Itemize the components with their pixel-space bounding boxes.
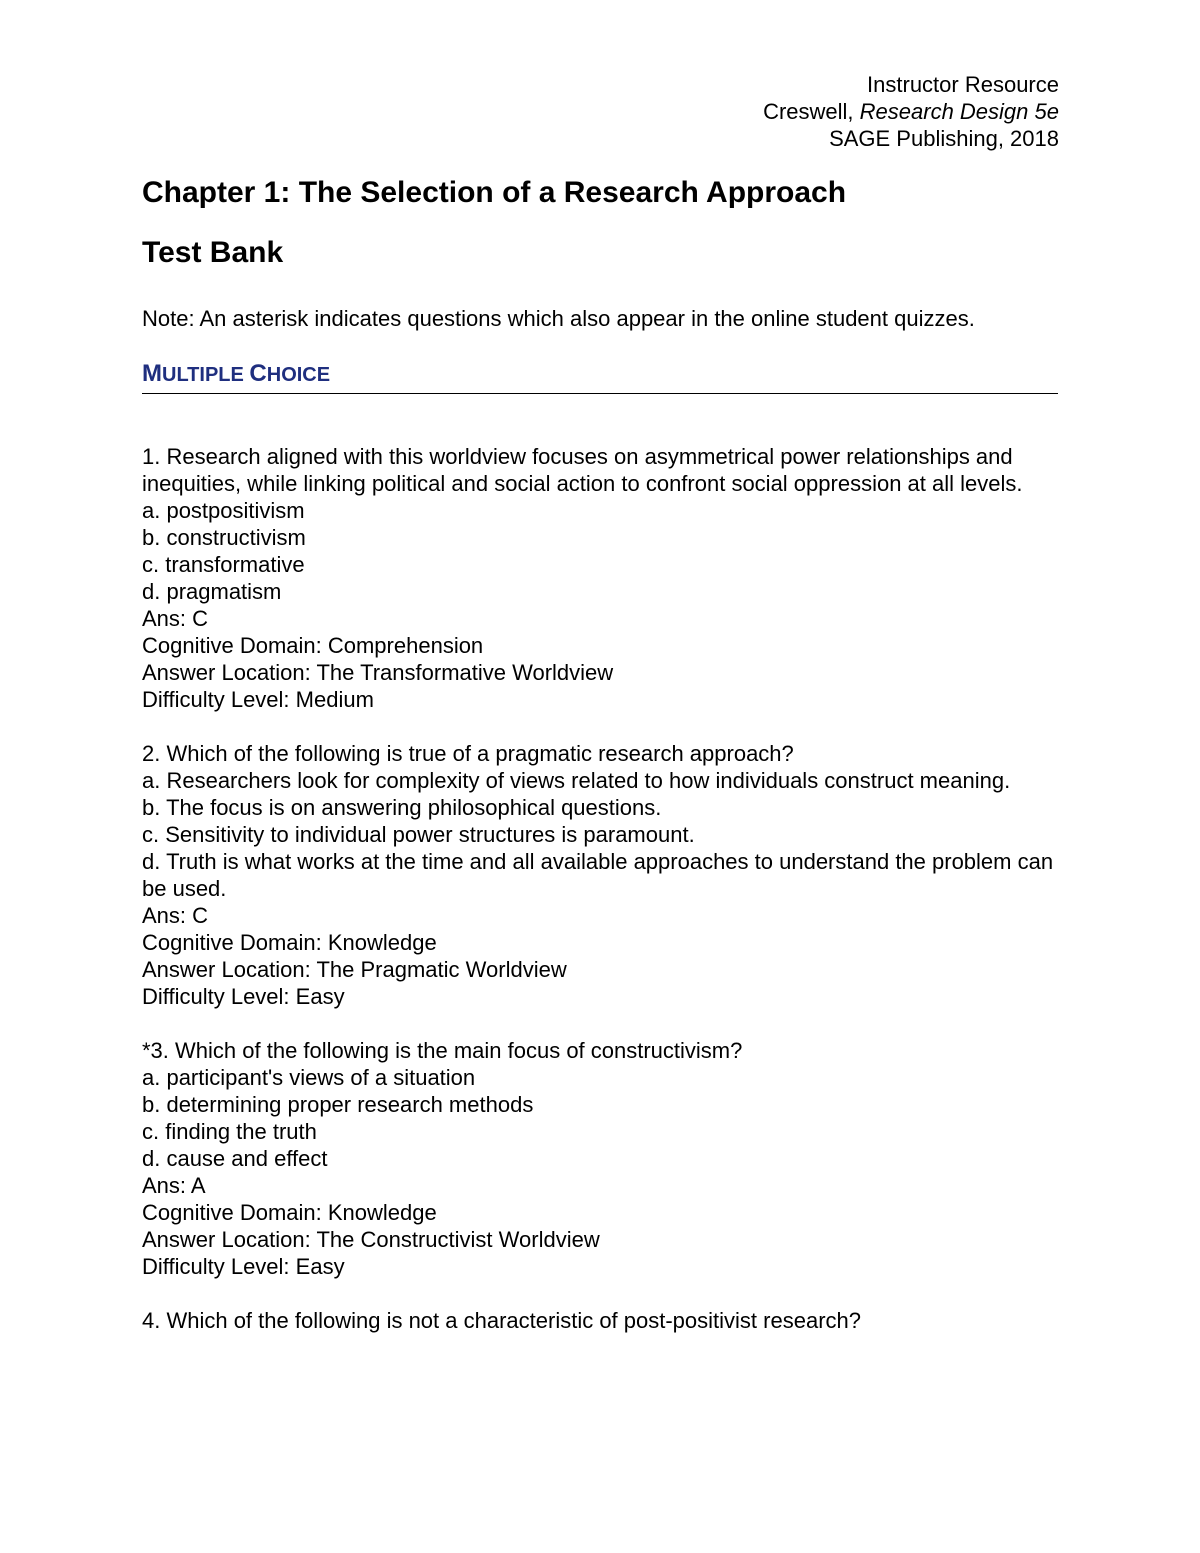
question-stem: *3. Which of the following is the main focus of constructivism? [142, 1038, 743, 1063]
difficulty-level: Difficulty Level: Easy [142, 984, 345, 1009]
section-heading-multiple-choice: MULTIPLE CHOICE [142, 360, 1058, 394]
test-bank-title: Test Bank [142, 236, 284, 269]
cognitive-domain: Cognitive Domain: Comprehension [142, 633, 484, 658]
question-3 [142, 1037, 1058, 1280]
option-c: c. Sensitivity to individual power structures is paramount. [142, 822, 695, 847]
header-book-title: Research Design 5e [859, 99, 1059, 124]
header-book-citation [763, 98, 1059, 125]
header-resource-type: Instructor Resource [867, 72, 1059, 97]
answer-location: Answer Location: The Constructivist Worldview [142, 1227, 600, 1252]
option-b: b. The focus is on answering philosophical questions. [142, 795, 662, 820]
cognitive-domain: Cognitive Domain: Knowledge [142, 930, 437, 955]
document-header [763, 71, 1059, 152]
question-stem: 2. Which of the following is true of a pragmatic research approach? [142, 741, 794, 766]
option-a: a. postpositivism [142, 498, 305, 523]
answer-location: Answer Location: The Transformative Worldview [142, 660, 614, 685]
question-list [142, 443, 1058, 1361]
option-b: b. constructivism [142, 525, 306, 550]
question-1 [142, 443, 1058, 713]
difficulty-level: Difficulty Level: Medium [142, 687, 374, 712]
cognitive-domain: Cognitive Domain: Knowledge [142, 1200, 437, 1225]
answer: Ans: A [142, 1173, 206, 1198]
header-publisher: SAGE Publishing, 2018 [829, 126, 1059, 151]
question-stem: 4. Which of the following is not a characteristic of post-positivist research? [142, 1308, 861, 1333]
answer-location: Answer Location: The Pragmatic Worldview [142, 957, 567, 982]
option-b: b. determining proper research methods [142, 1092, 534, 1117]
answer: Ans: C [142, 903, 209, 928]
option-c: c. finding the truth [142, 1119, 317, 1144]
option-a: a. Researchers look for complexity of views related to how individuals construct meaning. [142, 768, 1011, 793]
chapter-title: Chapter 1: The Selection of a Research Approach [142, 176, 847, 209]
option-d: d. pragmatism [142, 579, 282, 604]
option-d: d. Truth is what works at the time and all available approaches to understand the problem can be used. [142, 849, 1054, 901]
difficulty-level: Difficulty Level: Easy [142, 1254, 345, 1279]
option-a: a. participant's views of a situation [142, 1065, 476, 1090]
question-stem: 1. Research aligned with this worldview focuses on asymmetrical power relationships and inequities, while linking political and social action to confront social oppression at all levels. [142, 444, 1023, 496]
option-c: c. transformative [142, 552, 305, 577]
answer: Ans: C [142, 606, 209, 631]
option-d: d. cause and effect [142, 1146, 328, 1171]
header-author: Creswell, [763, 99, 860, 124]
asterisk-note: Note: An asterisk indicates questions which also appear in the online student quizzes. [142, 306, 975, 331]
question-4 [142, 1307, 1058, 1334]
question-2 [142, 740, 1058, 1010]
